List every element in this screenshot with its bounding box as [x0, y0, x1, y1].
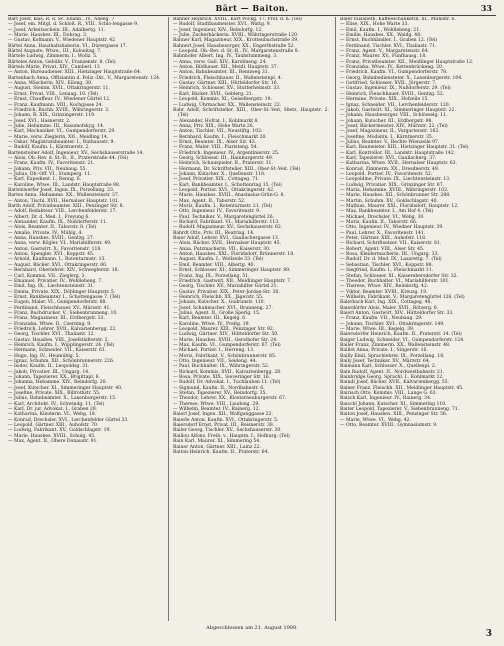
running-head: Bärt — Baiton. — [215, 3, 289, 13]
directory-entry: — Marie, verw. Zieglerin, XII., Meidling 14. — [8, 134, 109, 140]
directory-entry: — Franz, Magazineur. III., Erdbergstr. 33. — [8, 316, 105, 322]
directory-entry: — Friedrich, Buchh. XVIII., Währingerstr. 3. — [8, 107, 110, 113]
directory-entry: — Moriz, Fabrikant. V., Schönbrunnerstr. 85. — [173, 353, 277, 359]
directory-entry: — Konrad, Zimmerm. XX., Dresdnerstr. 49. — [340, 166, 440, 172]
directory-entry: — Friedrich, Ingenieur. IV., Argentinierstr. 25. — [173, 150, 280, 156]
directory-entry: — Therese, Wtwe. XIV., Reindorfg. 42. — [340, 284, 429, 290]
directory-entry: — Theodor, Lehrer. XX., Klosterneuburgerstr. 67. — [173, 396, 287, 402]
directory-entry: — Siegfried, Kaufm. I., Fleischmarkt 11. — [340, 268, 434, 274]
directory-entry: Bärteles Anton, Gebühr. V., Franzenstr. 8. (Tel) — [8, 59, 116, 65]
directory-entry: Bahner Karl, Magazineur. XIX., Krottenbachstraße 39. — [173, 38, 299, 44]
directory-entry: — Elise, XIX., Hohe Warte 33. — [340, 22, 409, 28]
directory-entry: — Ferdinand, Tischler. XVI., Thaliastr. 71. — [340, 43, 437, 49]
directory-entry: — Albert, Dr. d. Med. I., Freyung 6. — [8, 214, 90, 220]
directory-entry: — Heinrich, Schlosser. XV., Stutterheimstr. 33. — [173, 86, 281, 92]
directory-entry: Barth Adolf, Privatbeamter. XIII., Penzinger Str. 8. — [8, 204, 125, 210]
directory-entry: — Emil, Kaufm. I., Wohllebeng. 21. — [340, 27, 421, 33]
directory-entry: — Marie, Wtwe. III., Kegelg. 39. — [340, 326, 415, 332]
directory-entry: — Alexander, Kaufm. IX., Nußdorferstr. 11. — [8, 220, 108, 226]
directory-entry: — Franz, Buchdrucker. V., Siebenbrunneng. 10. — [8, 310, 118, 316]
directory-entry: — Marie, Hausbes. XVIII., Gersthofer Str. 24. — [173, 337, 278, 343]
directory-entry: — Gustav, Hausbes. VIII., Josefstädterstr. 2. — [8, 337, 109, 343]
directory-entry: — Eugen, Maler. VI., Gumpendorferstr. 88. — [8, 300, 107, 306]
directory-entry: — Carl, Kommis. VII., Zieglerg. 3. — [8, 273, 86, 279]
directory-entry: — Julie, Zuckerbäckerin. XVIII., Währingerstraße 120. — [173, 33, 299, 39]
directory-entry: — Hermann, Schneider. VII., Kaiserstr. 61. — [8, 348, 107, 354]
directory-entry: — Anton, Bureaudiener. XIII., Hietzinger Hauptstraße 64. — [8, 70, 142, 76]
directory-entry: — Josef, Arbeitsschein. III., Adalbertg. 11. — [8, 27, 106, 33]
directory-entry: — Ludwig, Uhrmacher. XX., Wallensteinstr. 22. — [173, 102, 282, 108]
page-footer — [8, 624, 496, 644]
directory-entry: — Gustav, Gärtner. XIII., Hütteldorfer Str. 16. — [173, 81, 279, 87]
directory-entry: — Heinrich, Fleischh. XX., Jägerstr. 55. — [173, 294, 264, 300]
page-number: 33 — [480, 3, 492, 13]
directory-entry: Baier Adolf, Lehrer. XVI., Gaullachergasse 13. — [173, 236, 280, 242]
directory-entry: — Anna, Wäscherin. XIV., Eilong. 30. — [8, 81, 93, 87]
directory-entry: — Franz, Kaufmann. VIII., Kochgasse 24. — [8, 102, 103, 108]
directory-entry: — Peter, Gärtner. XIII., Auhofstr. 118. — [340, 236, 427, 242]
directory-entry: — Theodor, Buchhalter. VI., Mariahilferstr. 101. — [340, 278, 450, 284]
directory-entry: — Franz, Maurer. XV., Fünfhausg. 18. — [340, 54, 427, 60]
directory-entry: — Leopold, Maurer. XIII., Penzinger Str. 92. — [173, 326, 275, 332]
directory-entry: — Jakob, Gastwirt. XI., Simmeringer Hauptstr. 22. — [340, 107, 456, 113]
directory-entry: — Richard, Kommis. XVII., Kalvarienbergg. 28. — [173, 369, 282, 375]
directory-entry: — Alois, Ob.-Rev. d. St.-B., II., Praterstraße 44. (Tel) — [8, 155, 129, 161]
directory-entry: — Mathias, Maurer. XXI., Floridsdorf, Hauptstr. 12. — [340, 204, 459, 210]
directory-entry: — Franziska, Wtwe. IV., Kettenbrückeng. 20. — [340, 65, 444, 71]
directory-entry: — Leopold, Kommis. XI., Geiselbergstr. 19. — [173, 97, 272, 103]
directory-entry: — Franz, Agent. V., Margaretenstr. 64. — [340, 49, 430, 55]
directory-entry: Baierdörfer Alois, Maler. XVII., Rötzerg. 6. — [340, 305, 439, 311]
directory-entry: — Marie, Hausbes. XII., Schönbrunner Str. 288. — [340, 193, 451, 199]
directory-entry: — Ludwig, Fabrikant. XV., Goldschlagstr. 19. — [8, 428, 111, 434]
directory-entry: — Marie, Wtwe. VI., Webg. 42. — [340, 417, 411, 423]
directory-entry: — Anna, verw. Gall. XIV., Karolineng. 24. — [173, 59, 267, 65]
directory-entry: — Karl, Beamter. III., Kegelg. 6. — [173, 316, 247, 322]
directory-entry: — Josef, Bäckermeister. XIV., Märzstr. 22. (Tel) — [340, 123, 448, 129]
directory-entry: — Rosa, Kleidermacherin. III., Ungarg. 33. — [340, 252, 439, 258]
directory-entry: — Arnold, Kaufmann. I., Rotenturmstr. 13. — [8, 257, 106, 263]
directory-entry: — Alois, Beamter. II., Taborstr. 8. (Tel) — [8, 225, 97, 231]
directory-entry: — Jakob, Privatier. III., Ungarg. 14. — [8, 369, 90, 375]
directory-entry: — Otto, Ingenieur. IV., Favoritenstr. 9. — [173, 209, 261, 215]
directory-entry: — Adolf, Redakteur. VIII., Lerchenfelderstr. 17. — [8, 209, 117, 215]
directory-entry: — Michael, Drechsler. VI., Webg. 30. — [340, 214, 425, 220]
directory-entry: Baillet Anna, Private. I., Singerstr. 16. — [340, 348, 428, 354]
directory-entry: Bain Rudolf, Agent. II., Nordwestbahnstr. 21. — [340, 369, 445, 375]
directory-entry: — August, Bäcker. XVI., Ottakringerstr. 60. — [8, 262, 108, 268]
directory-entry: — Georg, Tischler. XVI., Thaliastr. 12. — [8, 332, 95, 338]
signature-mark: 3 — [485, 629, 492, 639]
directory-entry: — Josef, Privatier. XIX., Cottageg. 71. — [173, 177, 260, 183]
directory-entry: — Otto, Ingenieur. IV., Wiedner Hauptstr. 39. — [340, 225, 444, 231]
directory-entry: — Johann, R. XIX., Grinzingerstr. 119. — [8, 113, 96, 119]
directory-entry: — Ignaz, Schneider. VII., Lerchenfelderstr. 120. — [340, 102, 451, 108]
directory-entry: — Wilhelm, Beamter. IV., Rainerg. 12. — [173, 407, 261, 413]
directory-entry: — Anton, Tischl. XVII., Hernalser Hauptstr. 101. — [8, 198, 120, 204]
directory-entry: Bainer Anton, Gärtner. XIII., Lainz 22. — [173, 444, 262, 450]
directory-entry: — Isidor, Kaufm. II., Leopoldsg. 31. — [8, 364, 90, 370]
directory-entry: Bahner Heinrich, XVIII., Kurt Pockg. 17, Prof. d. h. (Tel) — [173, 17, 302, 22]
directory-entry: — Ferdinand, Fleischhauer. XV., Märzstr. 41. — [8, 305, 111, 311]
directory-entry: Bain Karl, Maurer. XI., Simmering 54. — [173, 439, 261, 445]
directory-entry: — Johann, Kutscher. III., Erdbergstr. 98. — [340, 118, 433, 124]
directory-entry: Baiger Ludwig, Schneider. VI., Gumpendorferstr. 124. — [340, 337, 465, 343]
directory-entry: Baischl Johann, Kutscher. XI., Simmering 110. — [340, 401, 447, 407]
directory-entry: — Martin, Schuhm. XV., Goldschlagstr. 40. — [340, 198, 438, 204]
directory-entry: — Heinrich, Kaufm. I., Wipplingerstr. 24. (Tel) — [8, 342, 115, 348]
directory-entry: — Max, Agent. II., Obere Donaustr. 91. — [8, 439, 98, 445]
directory-entry: Bahnhofer Albert, Ing. IV., Taubstummeng. 3. — [173, 54, 278, 60]
directory-entry: — Johanna, Hebamme. XIV., Reindorfg. 20. — [8, 380, 108, 386]
directory-entry: — Ludwig, Privatier. XIX., Grinzinger Str. 87. — [340, 182, 445, 188]
directory-entry: — Marie, Hausbes. XVIII., Schulg. 45. — [8, 433, 96, 439]
directory-entry: — Josef, em. Mitgl. d. Schloß. R., VIII., Schlo-lengasse 9. — [8, 22, 139, 28]
directory-entry: — Karoline, Wtwe. III., Landstr. Hauptstraße 88. — [8, 182, 121, 188]
directory-entry: — Alexander, Hofrat. I., Kohlmarkt 8. — [173, 118, 259, 124]
directory-entry: Bairisch Otto, Kommis. VIII., Lange G. 63. — [340, 391, 438, 397]
directory-entry: — Konrad, Drechsler. XVI., Lerchenfelder Gürtel 33. — [8, 417, 129, 423]
directory-entry: — Paul, Buchhalter. IX., Währingerstr. 52. — [173, 364, 270, 370]
directory-entry: — Julius, Beamter. V., Rechte Wienzeile 97. — [340, 139, 440, 145]
directory-entry: — Josefine, Private. XIX., Billrothstr. 55. — [8, 391, 101, 397]
directory-entry: — Wilhelm, Fabrikant. V., Margaretengürtel 126. (Tel) — [340, 294, 465, 300]
column-2 — [173, 17, 329, 621]
directory-entry: — Katharina, Kleiderm. VI., Webg. 18. — [8, 412, 97, 418]
directory-entry: — Leopoldine, Private. IX., Liechtensteinstr. 13. — [340, 177, 451, 183]
directory-entry: — Franz, Ing. IX., Porzellang. 51. — [173, 273, 250, 279]
directory-columns — [8, 17, 496, 621]
header-rule — [8, 15, 496, 16]
directory-entry: — Marie, Hausbes. XVIII., Anastasius-Grün-G. 8. — [173, 193, 285, 199]
directory-entry: — Ernst, Beamter. IX., Alser Str. 43. — [173, 139, 257, 145]
directory-entry: Bainer Franz, Fleischh. XII., Meidlinger Hauptstr. 45. — [340, 385, 464, 391]
directory-entry: — Max, Bankbeamter. I., Am Hof 4. (Tel) — [340, 209, 434, 215]
directory-entry: — August, Kaufm. I., Wollzeile 33. (Tel) — [173, 257, 264, 263]
directory-entry: — Julius, Bahnbeamter. X., Laxenburgerstr. 15. — [8, 396, 117, 402]
directory-entry: Bärtel Anna, Haushaltshaberin. VI., Dürergasse 17. — [8, 43, 127, 49]
directory-entry: — Georg, Tischler. XV., Mariahilfer Gürtel 21. — [173, 284, 279, 290]
directory-entry: Bainbridge Georg, Sprachl. I., Kohlmarkt 12. — [340, 375, 444, 381]
directory-entry: Bailer Georg, Tischler. XV., Sechshauserstr. 30. — [173, 428, 282, 434]
directory-entry: — Anna, Putzmacherin. VII., Kaiserstr. 30. — [173, 246, 271, 252]
directory-entry: — Josef, Magazineur. II., Vorgartenstr. 163. — [340, 129, 440, 135]
directory-entry: — Leopold, Portier. IV., Favoritenstr. 52. — [340, 171, 433, 177]
directory-entry: — Karl, Tapezierer. XVI., Gaullacherg. 37. — [340, 155, 437, 161]
directory-entry: — August, Steinm. XVII., Ottakringerstr. 11. — [8, 86, 110, 92]
directory-entry: Baier Elisabeth, Kaffeeschänkerin. XI., Mühlstr. 6. — [340, 17, 456, 22]
directory-entry: — Hermann, Dr. Schriftsteller. XIII., Ober-St.-Veit. (Tel) — [173, 166, 301, 172]
directory-entry: — Franz, Kaufm. IV., Favoritenstr. 21. — [8, 161, 95, 167]
directory-entry: — Karoline, Wtwe. IV., Preßg. 19. — [173, 321, 251, 327]
column-3 — [340, 17, 496, 621]
directory-entry: — Karl, Dr. jur. Advokat. I., Graben 28. — [8, 407, 98, 413]
column-divider — [168, 17, 169, 621]
directory-entry: — Anna, Hausbes. XVIII., Gentzg. 27. — [8, 236, 95, 242]
directory-entry: Baierbach Karl, Ing. XIX., Cottageg. 48. — [340, 300, 432, 306]
directory-entry: — Emil, Ing. IX., Liechtensteinstr. 31. — [8, 284, 95, 290]
directory-entry: — Rosa, Private. XIX., Sieveringer Str. 16. — [173, 375, 271, 381]
directory-entry: Bärt Josef, kais. R. d. Sc. Ebanb., IV., Alleeg. 7 — [8, 17, 115, 22]
directory-entry: — Anton, Gastwirt. X., Favoritenstr. 118. — [8, 246, 102, 252]
directory-entry: — Otto, Ingenieur. VII., Seideng. 44. — [173, 359, 257, 364]
directory-entry: — Gustav, Privatier. XIX., Peter-Jordan-Str. 30. — [173, 289, 280, 295]
directory-entry: — Emma, Private. XIX., Döblinger Hauptstr. 5. — [8, 289, 116, 295]
directory-entry: Baiersdorf Ernst, Privat. III., Reisnerstr. 38. — [173, 423, 275, 429]
directory-entry: — Julius, Agent. II., Große Sperlg. 15. — [173, 310, 261, 316]
directory-entry: — Friedrich, Gastwirt. XII., Meidlinger Hauptstr. 7. — [173, 278, 292, 284]
directory-entry: — Bernhard, Kaufm. I., Fleischmarkt 20. — [173, 134, 267, 140]
directory-entry: — Stefan, Schlosser. XI., Kaiserebersdorfer Str. 32. — [340, 273, 459, 279]
directory-entry: — Emil, Beamter. VIII., Albertg. 40. — [173, 262, 255, 268]
directory-entry: Bärtel Auguste, Wtwe., III., Kolonitzg. 7. — [8, 49, 102, 55]
directory-entry: — Rudolf, Stadtbaumeister. XVI., Wattg. 9. — [173, 22, 272, 28]
directory-entry: Bailer Franz, Zimmerm. XX., Wallensteinstr. 48. — [340, 342, 451, 348]
directory-entry: — Karl, Expedient. I., Renng. 6. — [8, 177, 82, 183]
directory-entry: — Karl, Baumeister. XIII., Hietzinger Hauptstr. 31. (Tel) — [340, 145, 469, 151]
directory-entry: Baiton Heinrich, Kaufm. II., Praterstr. 64. — [173, 449, 269, 455]
directory-entry: Baindl Josef, Bäcker. XVII., Kalvarienbergg. 55. — [340, 380, 450, 386]
column-divider — [335, 17, 336, 621]
directory-entry: Bailly Emil, Sprachlehrer. IX., Porzellang. 18. — [340, 353, 445, 359]
directory-entry: — Friedrich, Fleischhauer. II., Wallensteinpl. 4. — [173, 75, 283, 81]
directory-entry: — Johann, Tischler. XVI., Ottakringerstr. 149. — [340, 321, 445, 327]
directory-entry: — Max, Kaufm. VI., Gumpendorferstr. 67. (Tel) — [173, 342, 281, 348]
directory-entry: — Marie, Hausbes. III., Dobrag. 3. — [8, 33, 88, 39]
directory-entry: — Moriz, Kaufm. I., Rotenturmstr. 21. (Tel) — [173, 204, 272, 210]
directory-entry: — Gustav, Ingenieur. IX., Nußdorferstr. 29. (Tel) — [340, 86, 451, 92]
directory-entry: — Ernst, Bankbeamter. I., Schottengasse 7. (Tel) — [8, 294, 121, 300]
directory-entry: — Johann, Kutscher. X., Quellenstr. 118. — [173, 171, 266, 177]
directory-entry: — Julius, Ob.-Off. VI., Stumperg. 11. — [8, 171, 92, 177]
directory-entry: Bartes Anna, Hebamme. XX., Wallensteinstr. 37. — [8, 193, 120, 199]
directory-entry: — Ignaz, Schuhm. XII., Schönbrunnerstr. 226. — [8, 359, 115, 364]
directory-entry: — Stefan, Tapezierer. XV., Reindorfg. 35. — [173, 391, 267, 397]
directory-entry: — Robert, Agent. VIII., Alser Str. 45. — [340, 246, 425, 252]
directory-entry: Baily Josef, Techniker. XV., Märzstr. 64. — [340, 359, 431, 364]
directory-entry: — Josef, Kutscher. XI., Simmeringer Hauptstr. 40. — [8, 385, 123, 391]
directory-entry: — Friedrich, Kaufm. VI., Gumpendorferstr. 78. — [340, 70, 448, 76]
directory-entry: — Rudolf, Kaufm. I., Kärntnerstr. 2. — [8, 145, 90, 151]
directory-entry: Bartensteiner Adolf, Ingenieur, XV., Sechshauserstraße 14. — [8, 150, 144, 156]
directory-entry: — Johann, Hausbesorger. VIII., Schlösselg. 11. — [340, 113, 448, 119]
directory-entry: — Franz, Privatbeamter. XII., Meidlinger Hauptstraße 12. — [340, 59, 474, 65]
directory-entry: Baiersdorfer Heinrich, Kaufm. II., Praterstr. 14. (Tel) — [340, 332, 462, 338]
directory-entry: — Josef, Schuhmacher. XVI., Brunneng. 27. — [173, 305, 273, 311]
directory-entry: — Therese, Wtwe. VIII., Laudong. 29. — [173, 401, 260, 407]
directory-entry: — Anna, verw. Kögler. VI., Mariahilferstr. 49. — [8, 241, 112, 247]
directory-entry: Baisch Karl, Ingenieur. IV., Rainerg. 34. — [340, 396, 432, 402]
directory-entry: — Maria, Hebamme. XVIII., Währingerstr. 102. — [340, 188, 449, 193]
directory-entry: — Ernst, Buchhändler. I., Graben 12. (Tel) — [340, 38, 438, 44]
directory-entry: — Hermine, Private. XIX., Hofzeile 15. — [340, 97, 429, 103]
directory-entry: — Viktor, Beamter. XVIII., Kreuzg. 19. — [340, 289, 428, 295]
directory-entry: — Gottfried, Schlosser. XVII., Jörgerstr. 7. — [340, 81, 437, 87]
directory-entry: — Karl, Bäcker. XVII., Geblerg. 21. — [173, 91, 254, 97]
directory-entry: Bartenbach Anna, Offiziantin d. Poliz.-Dir., V., Margaretenstr. 124. — [8, 75, 161, 81]
directory-entry: — Oskar, Magistratsbeamter. I., Rathausstr. 9. — [8, 139, 115, 145]
directory-entry: — Paul, Lehrer. X., Favoritenstr. 141. — [340, 230, 426, 236]
directory-entry: — Johann, Kutscher. X., Gudrunstr. 110. — [173, 300, 265, 306]
directory-entry: — Ludwig, Gärtner. XIV., Hütteldorfer Str. 50. — [173, 332, 279, 338]
directory-entry: — Josef, Ingenieur, XIV., Reindorfg. 12. — [173, 27, 263, 33]
directory-entry: — Franz, Maler. VIII., Piaristeng. 54. — [173, 145, 258, 151]
directory-entry: — Anton, Spengler. XVI., Koppstr. 45. — [8, 252, 95, 258]
directory-entry: — Richard, Schriftsetzer. VII., Kaiserstr. 81. — [340, 241, 442, 247]
directory-entry: Bahrdt Otto, Priv. III., Beatrixg. 14. — [173, 230, 255, 236]
directory-entry: — Katharina, Wtwe. XVII., Hernalser Hauptstr. 63. — [340, 161, 458, 167]
footer-note: Abgeschlossen am 21. August 1908. — [206, 625, 298, 631]
directory-entry: — Johann, Tapezierer. XX., Brigittapl. 6. — [8, 375, 101, 381]
directory-entry: — Leopold, Portier. XVI., Ottakringerstr. 42. — [173, 188, 275, 193]
directory-entry: Baiter Leopold, Tapezierer. V., Siebenbrunneng. 71. — [340, 407, 460, 413]
directory-entry: — Amalie, Private. IV., Mühlg. 4. — [8, 230, 83, 236]
directory-entry: Baierle Anton, Kaufm. XVI., Ottakringerstr. 5. — [173, 417, 279, 423]
directory-entry: — Georg, Schlosser. III., Hainburgerstr. 49. — [173, 155, 274, 161]
directory-entry: — Otto, Beamter. XVIII., Gymnasiumstr. 9. — [340, 423, 438, 429]
directory-entry: — Rudolf, Dr. d. Med. IX., Lazarettg. 7. (Tel) — [340, 257, 442, 263]
directory-entry: — Rudolf, Dr. Advokat. I., Tuchlauben 11. (Tel) — [173, 380, 281, 386]
directory-entry: — Anton, Hausbes. XXI., Floridsdorf, Brünnerstr. 18. — [173, 252, 295, 258]
directory-entry: Bärtels Marie, Privat, XIV., Cumberl. 13 — [8, 65, 100, 71]
directory-entry: Baillou Alfons, Freih. v., Hauptm. I., Hofburg. (Tel) — [173, 433, 290, 439]
directory-entry: — Emilie, Hausbes. XX., Waldg. 48. — [340, 33, 422, 39]
directory-entry: — Max, Agent. II., Taborstr. 52. — [173, 198, 246, 204]
directory-entry: Baierl Josef, Ingen. XII., Wolfganggasse 22. — [173, 412, 273, 418]
directory-entry: Baierl Anton, Gastwirt. XIV., Hütteldorfer Str. 33. — [340, 310, 454, 316]
directory-entry: — Sigmund, Kaufm. II., Nordbahnstr. 6. — [173, 385, 265, 391]
directory-entry: — Hugo, Ing. IV., Heumühlg. 5. — [8, 353, 80, 359]
directory-entry: — Anton, Tischler. VII., Neustiftg. 102. — [173, 129, 263, 135]
directory-entry: — Franz, Kaufm. VII., Neubaug. 29. — [340, 316, 423, 322]
directory-entry: Bahr Adolf, Schriftsteller. XIII., Ober-St.-Veit, Hietz. Hauptstr. 2. (Tel) — [173, 107, 329, 119]
directory-entry: — Ernst, Schlosser. XI., Simmeringer Hauptstr. 89. — [173, 268, 291, 274]
directory-entry: — Josef, XVI., Hasnerstr. 2. — [8, 118, 71, 124]
page-header — [8, 2, 496, 14]
directory-entry: — Alois, Bäcker. XVII., Hernalser Hauptstr. 45. — [173, 241, 282, 247]
directory-entry: — Georg, Bahnbediensteter. X., Laxenburgerstr. 104. — [340, 75, 463, 81]
directory-entry: — Josefine, Modistin. I., Kärntnerstr. 35. — [340, 134, 434, 140]
directory-entry: — Heinrich, Fleischhauer. XVIII., Gentzg. 52. — [340, 91, 445, 97]
directory-entry: — Bernhard, Oberlehrer. XIV., Schweglerstr. 18. — [8, 268, 119, 274]
directory-entry: — Richard, Fabrikant. VI., Mariahilferstr. 113. — [173, 220, 280, 226]
directory-entry: — Leopold, Gärtner. XIII., Auhofstr. 70. — [8, 423, 99, 429]
directory-entry: — Heinrich, Schauspieler. II., Praterstr. 31. — [173, 161, 273, 167]
directory-entry: — Anna, Priv. XIX., Hohe Warte 26. — [173, 123, 255, 129]
directory-entry: Baiton Josef, Hausbes. XIII., Penzinger Str. 56. — [340, 412, 448, 418]
directory-entry: — Sebastian, Tischler. XVI., Koppstr. 88. — [340, 262, 434, 268]
column-1 — [8, 17, 162, 621]
directory-entry: — Johann, Priv. VII., Neubaug. 55. — [8, 166, 87, 172]
directory-entry: — Paul, Techniker. V., Margaretengürtel 36. — [173, 214, 275, 220]
directory-entry: — Ernst, Chauffeur. IV., Wiedener Gürtel 12. — [8, 97, 111, 103]
directory-entry: Bärtele Ludwig, Zimmerm. I., Wollz. 5. — [8, 54, 98, 60]
directory-entry: — Karl, Mechaniker. VI., Gumpendorferstr. 29. — [8, 129, 116, 135]
directory-entry: — Rudolf, Magazineur. XV., Sechshauserstr. 62. — [173, 225, 283, 231]
directory-entry: — Friedrich, Lehrer. XVII., Kalvarienbergg. 22. — [8, 326, 117, 332]
directory-entry: — Karl, Kontrollor. III., Landstr. Hauptstraße 142. — [340, 150, 456, 156]
directory-entry: — Karl, Bankbeamter. I., Schottenring 15. (Tel) — [173, 182, 282, 188]
directory-entry: — Gustav, Kofmann. V., Wiedener Hauptstr. 42 — [8, 38, 116, 44]
directory-entry: Bahnert Josef, Hausbesorger, XX., Engerthstraße 52. — [173, 43, 296, 49]
directory-entry: — Emanuel, Privatier. IV., Wohllebeng. 7. — [8, 278, 103, 284]
directory-entry: — Michael, Portier. I., Herreng. 13. — [173, 348, 255, 354]
directory-entry: — Franziska, Wtwe. II., Czerning. 9. — [8, 321, 92, 327]
directory-entry: — Leopold, Ob.-Rev. d. St.-B., IV., Margaretenstraße 8. — [173, 49, 300, 55]
directory-entry: — Moriz, Kaufm. II., Taborstr. 66. — [340, 220, 418, 226]
directory-entry: — Karl, Architekt. IV., Schwindg. 11. (Tel) — [8, 401, 105, 407]
directory-entry: — Julie, Hebamme. III., Rasumofskyg. 14. — [8, 123, 105, 129]
directory-entry: — Anton, Bahnbeamter, III., Rennweg 31. — [173, 70, 270, 76]
directory-entry: — Ernst, Privat. VIII., Lenaug. 10. (Tel) — [8, 91, 99, 97]
directory-entry: — Anton, Bildhauer. XII., Meidl. Hauptstr. 37. — [173, 65, 279, 71]
directory-entry: Bartenwerfer Josef, Ingen. IX., Porzellang. 23. — [8, 188, 115, 193]
directory-entry: Baimann Karl, Schlosser. X., Quellenpl. 2. — [340, 364, 437, 370]
